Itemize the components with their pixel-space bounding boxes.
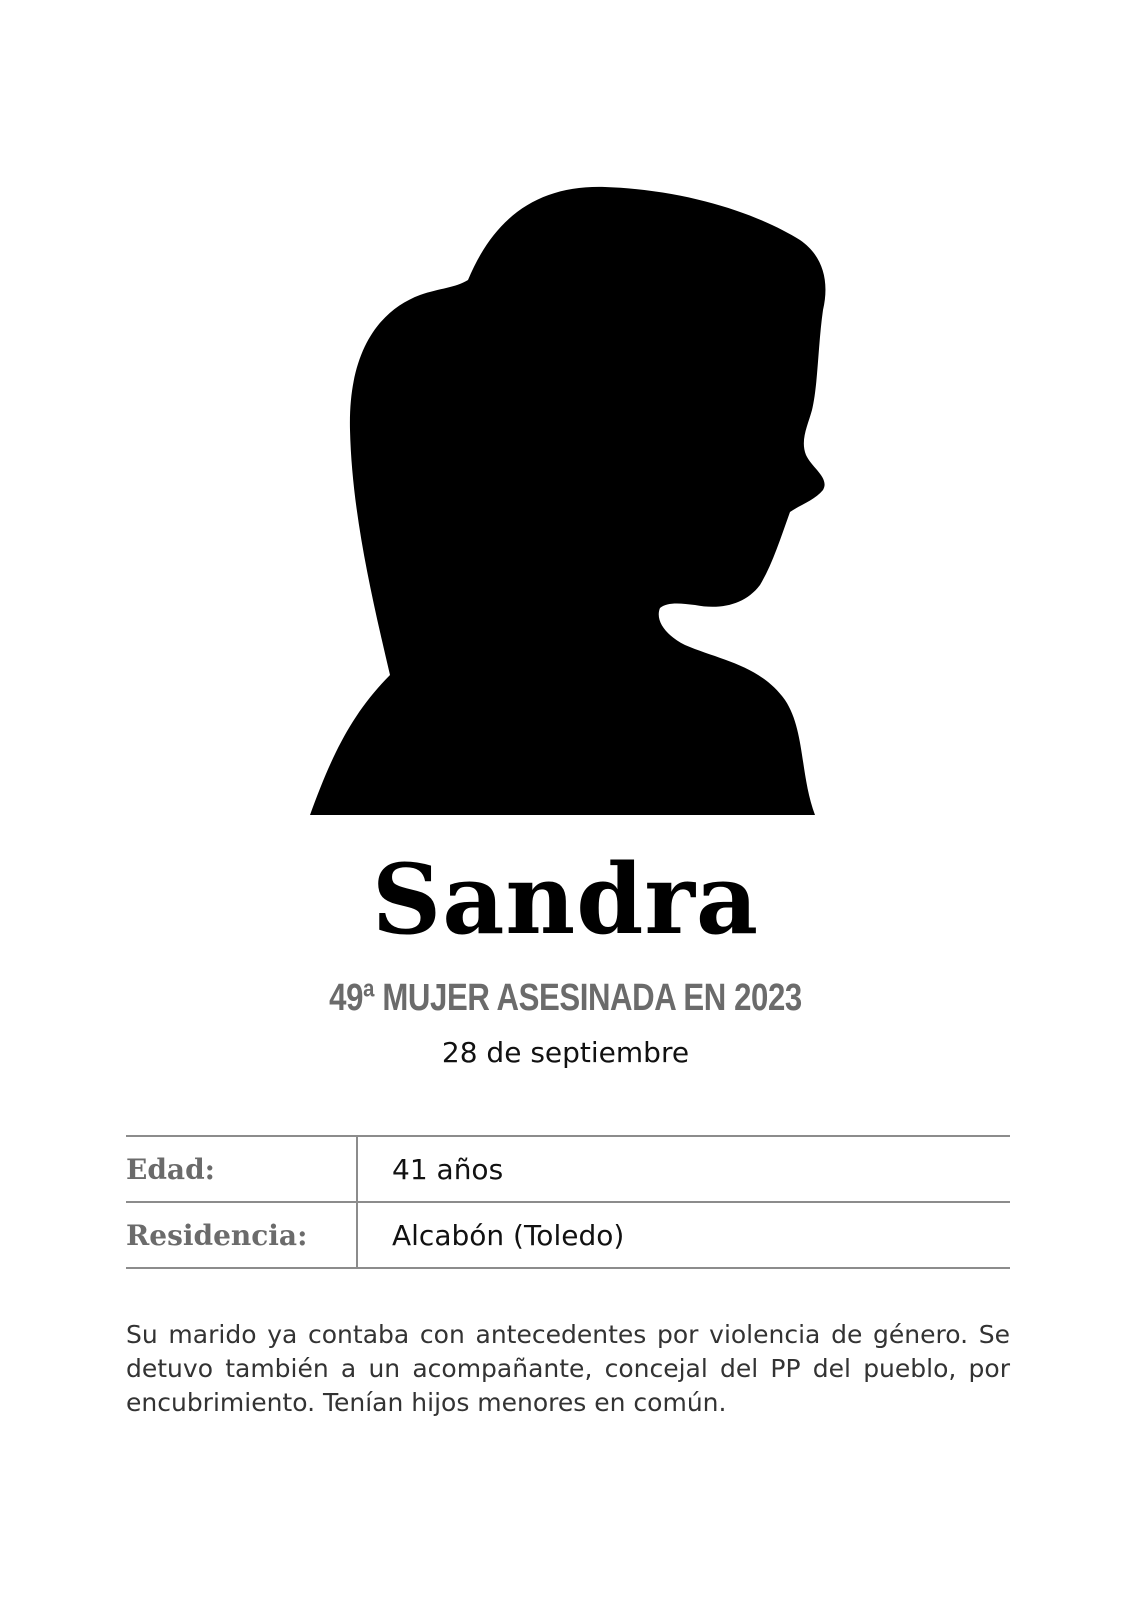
death-date: 28 de septiembre [441, 1036, 690, 1069]
details-table [126, 1135, 1010, 1269]
age-label: Edad: [126, 1136, 357, 1202]
victim-count-heading: 49ª MUJER ASESINADA EN 2023 [329, 977, 802, 1019]
age-value: 41 años [357, 1136, 1010, 1202]
residence-label: Residencia: [126, 1202, 357, 1268]
table-row [126, 1202, 1010, 1268]
case-description: Su marido ya contaba con antecedentes por violencia de género. Se detuvo también a un acompañante, concejal del PP del pueblo, por encubrimiento. Tenían hijos menores en común. [126, 1320, 1010, 1417]
victim-name: Sandra [371, 843, 760, 956]
residence-value: Alcabón (Toledo) [357, 1202, 1010, 1268]
table-row [126, 1136, 1010, 1202]
